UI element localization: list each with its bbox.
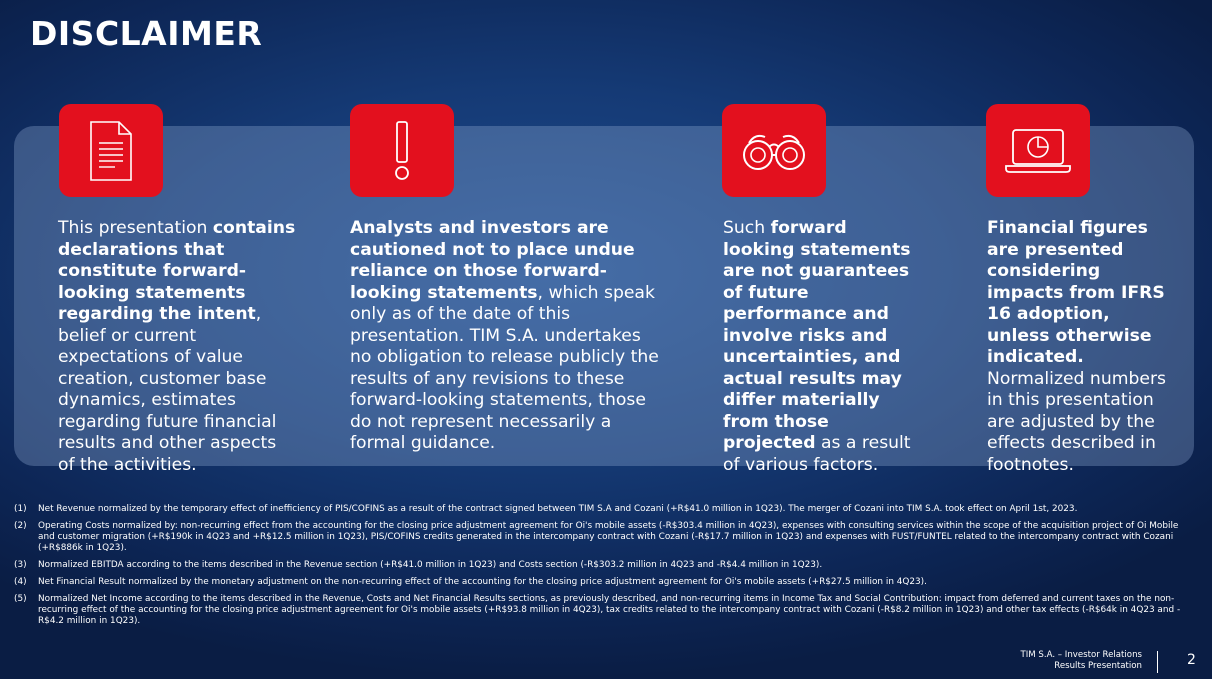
footer-divider	[1157, 651, 1158, 673]
column-guarantees	[723, 218, 923, 476]
column-ifrs-text-1: Financial figures are presented considering impacts from IFRS 16 adoption, unless otherwise indicated.	[987, 218, 1165, 367]
footnote-number: (5)	[14, 594, 27, 604]
column-guarantees-text-3: as a result of various factors.	[723, 433, 911, 475]
column-caution-text-2: , which speak only as of the date of this presentation. TIM S.A. undertakes no obligation to release publicly the results of any revisions to these forward-looking statements, those do not represent necessarily a formal guidance.	[350, 282, 659, 453]
footnote-text: Net Revenue normalized by the temporary effect of inefficiency of PIS/COFINS as a result of the contract signed between TIM S.A and Cozani (+R$41.0 million in 1Q23). The merger of Cozani into TIM S.A. took effect on April 1st, 2023.	[38, 504, 1078, 514]
footnote-number: (3)	[14, 560, 27, 570]
footer-subtitle: Results Presentation	[1054, 661, 1142, 671]
footnote-text: Operating Costs normalized by: non-recurring effect from the accounting for the closing price adjustment agreement for Oi's mobile assets (-R$303.4 million in 4Q23), expenses with consulting services within the scope of the acquisition project of Oi Mobile and customer migration (+R$190k in 4Q23 and +R$12.5 million in 1Q23), PIS/COFINS credits generated in the intercompany contract with Cozani (-R$17.7 million in 1Q23) and expenses with FUST/FUNTEL related to the intercompany contract with Cozani (+R$886k in 1Q23).	[38, 521, 1179, 553]
footnote-text: Normalized Net Income according to the items described in the Revenue, Costs and Net Financial Results sections, as previously described, and non-recurring items in Income Tax and Social Contribution: impact from deferred and current taxes on the non-recurring effect of the accounting for the closing price adjustment agreement for Oi's mobile assets (+R$93.8 million in 4Q23), tax credits related to the intercompany contract with Cozani (-R$8.2 million in 1Q23) and other tax effects (-R$64k in 4Q23 and -R$4.2 million in 1Q23).	[38, 594, 1181, 626]
footnote-item	[14, 504, 1186, 515]
footnotes	[14, 504, 1186, 633]
column-caution	[350, 218, 662, 455]
column-guarantees-text-1: Such	[723, 218, 771, 238]
footnote-text: Normalized EBITDA according to the items described in the Revenue section (+R$41.0 million in 1Q23) and Costs section (-R$303.2 million in 4Q23 and -R$4.4 million in 1Q23).	[38, 560, 823, 570]
footer-company-name: TIM S.A. – Investor Relations	[1020, 650, 1142, 660]
footnote-number: (4)	[14, 577, 27, 587]
exclamation-icon	[387, 119, 417, 183]
footnote-number: (1)	[14, 504, 27, 514]
laptop-chart-icon-box	[986, 104, 1090, 197]
document-icon	[87, 119, 135, 183]
page-title: DISCLAIMER	[30, 14, 263, 53]
exclamation-icon-box	[350, 104, 454, 197]
column-intent-text-2: contains declarations that constitute forward-looking statements regarding the intent	[58, 218, 296, 324]
column-ifrs	[987, 218, 1169, 476]
page-number: 2	[1187, 652, 1196, 668]
column-guarantees-text-2: forward looking statements are not guarantees of future performance and involve risks and uncertainties, and actual results may differ materially from those projected	[723, 218, 911, 453]
column-ifrs-text-2: Normalized numbers in this presentation are adjusted by the effects described in footnotes.	[987, 368, 1166, 475]
footnote-item	[14, 577, 1186, 588]
footnote-text: Net Financial Result normalized by the monetary adjustment on the non-recurring effect of the accounting for the closing price adjustment agreement for Oi's mobile assets (+R$27.5 million in 4Q23).	[38, 577, 927, 587]
laptop-chart-icon	[1003, 126, 1073, 176]
binoculars-icon	[741, 129, 807, 173]
footnote-number: (2)	[14, 521, 27, 531]
footnote-item	[14, 560, 1186, 571]
document-icon-box	[59, 104, 163, 197]
footnote-item	[14, 594, 1186, 627]
footnote-item	[14, 521, 1186, 554]
binoculars-icon-box	[722, 104, 826, 197]
column-caution-text-1: Analysts and investors are cautioned not to place undue reliance on those forward-looking statements	[350, 218, 635, 303]
column-intent	[58, 218, 298, 476]
column-intent-text-3: , belief or current expectations of value creation, customer base dynamics, estimates regarding future financial results and other aspects of the activities.	[58, 304, 277, 475]
column-intent-text-1: This presentation	[58, 218, 213, 238]
footer-company	[1020, 650, 1142, 672]
